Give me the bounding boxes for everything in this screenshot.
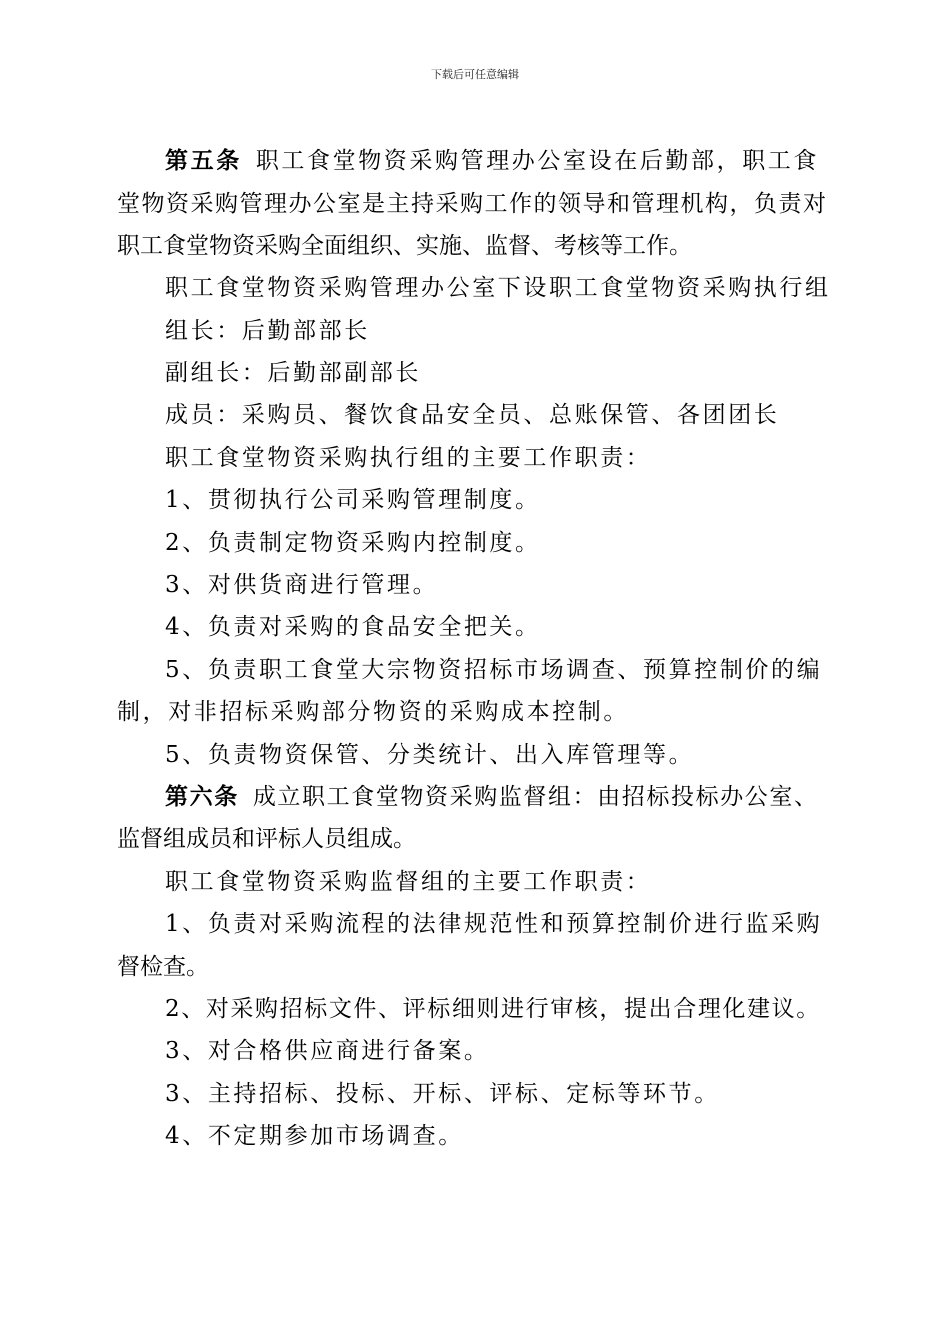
body-line: 制，对非招标采购部分物资的采购成本控制。: [117, 699, 629, 725]
body-line: [165, 782, 819, 812]
body-line: 2、负责制定物资采购内控制度。: [165, 530, 541, 556]
article-heading: 第六条: [165, 783, 239, 810]
body-line: 1、贯彻执行公司采购管理制度。: [165, 487, 541, 513]
body-line: 副组长：后勤部副部长: [165, 360, 421, 386]
body-line: 2、对采购招标文件、评标细则进行审核，提出合理化建议。: [165, 996, 821, 1022]
body-line: [165, 146, 819, 176]
body-line: 3、对合格供应商进行备案。: [165, 1038, 490, 1064]
body-line: 4、不定期参加市场调查。: [165, 1123, 464, 1149]
body-line: 成员：采购员、餐饮食品安全员、总账保管、各团团长: [165, 402, 780, 428]
line-text: 职工食堂物资采购管理办公室设在后勤部，职工食: [255, 148, 820, 174]
body-line: 督检查。: [117, 954, 209, 980]
article-heading: 第五条: [165, 147, 242, 174]
body-line: 监督组成员和评标人员组成。: [117, 826, 416, 852]
body-line: 职工食堂物资采购全面组织、实施、监督、考核等工作。: [117, 233, 692, 259]
line-text: 成立职工食堂物资采购监督组：由招标投标办公室、: [252, 784, 819, 810]
body-line: 堂物资采购管理办公室是主持采购工作的领导和管理机构，负责对: [117, 191, 828, 217]
body-line: 组长：后勤部部长: [165, 318, 370, 344]
body-line: 4、负责对采购的食品安全把关。: [165, 614, 541, 640]
body-line: 职工食堂物资采购管理办公室下设职工食堂物资采购执行组: [165, 275, 831, 301]
body-line: 1、负责对采购流程的法律规范性和预算控制价进行监采购: [165, 911, 823, 937]
body-line: 5、负责物资保管、分类统计、出入库管理等。: [165, 742, 695, 768]
body-line: 3、主持招标、投标、开标、评标、定标等环节。: [165, 1081, 720, 1107]
body-line: 3、对供货商进行管理。: [165, 572, 439, 598]
page-header: 下载后可任意编辑: [431, 68, 519, 81]
body-line: 5、负责职工食堂大宗物资招标市场调查、预算控制价的编: [165, 657, 823, 683]
body-line: 职工食堂物资采购监督组的主要工作职责：: [165, 869, 652, 895]
body-line: 职工食堂物资采购执行组的主要工作职责：: [165, 445, 652, 471]
